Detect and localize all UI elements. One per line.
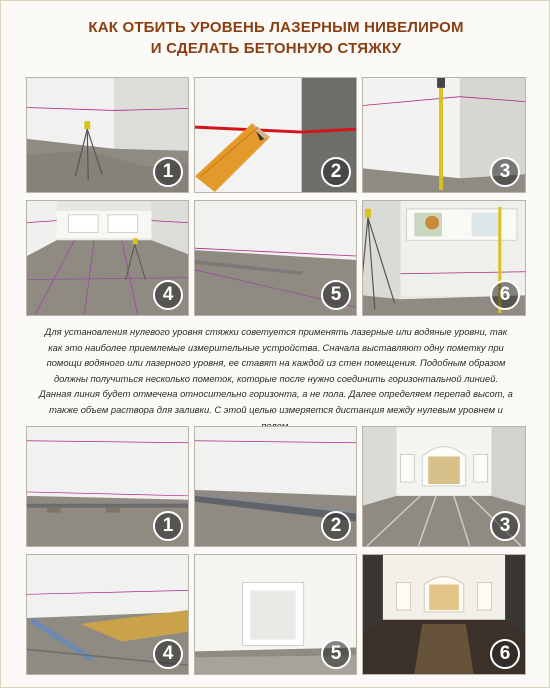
top-step-2-number: 2 [321,157,351,187]
title-line-2: И СДЕЛАТЬ БЕТОННУЮ СТЯЖКУ [150,40,402,57]
top-step-3-number: 3 [490,157,520,187]
bottom-step-1-number: 1 [153,511,183,541]
bottom-step-2-number: 2 [321,511,351,541]
bottom-step-2-photo [194,426,357,547]
top-step-5-photo [194,200,357,316]
bottom-step-5-number: 5 [321,639,351,669]
top-step-1-photo [26,77,189,193]
bottom-step-5-photo [194,554,357,675]
top-step-5-number: 5 [321,280,351,310]
bottom-step-1-photo [26,426,189,547]
top-step-4-number: 4 [153,280,183,310]
bottom-step-3-number: 3 [490,511,520,541]
bottom-step-4-number: 4 [153,639,183,669]
top-steps-grid [26,77,526,316]
top-step-4-photo [26,200,189,316]
top-step-3-photo [362,77,526,193]
bottom-step-6-number: 6 [490,639,520,669]
bottom-step-4-photo [26,554,189,675]
bottom-steps-grid [26,426,526,675]
bottom-step-6-photo [362,554,526,675]
top-step-2-photo [194,77,357,193]
description-paragraph: Для установления нулевого уровня стяжки советуется применять лазерные или водяные уровни, так как это наиболее приемлемые измерительные устройства. Сначала выставляют одну пометку при помощи водяного или лазерного уровня, ее ставят на каждой из стен помещения. Подобным образом должны получиться несколько пометок, которые после нужно соединить горизонтальной линией. Данная линия будет отмечена относительно горизонта, а не пола. Далее определяем перепад высот, а также объем раствора для заливки. С этой целью измеряется дистанция между нулевым уровнем и [39,326,513,415]
top-step-6-number: 6 [490,280,520,310]
title-line-1: КАК ОТБИТЬ УРОВЕНЬ ЛАЗЕРНЫМ НИВЕЛИРОМ [88,19,464,36]
bottom-step-3-photo [362,426,526,547]
top-step-6-photo [362,200,526,316]
top-step-1-number: 1 [153,157,183,187]
page-title [1,17,550,59]
